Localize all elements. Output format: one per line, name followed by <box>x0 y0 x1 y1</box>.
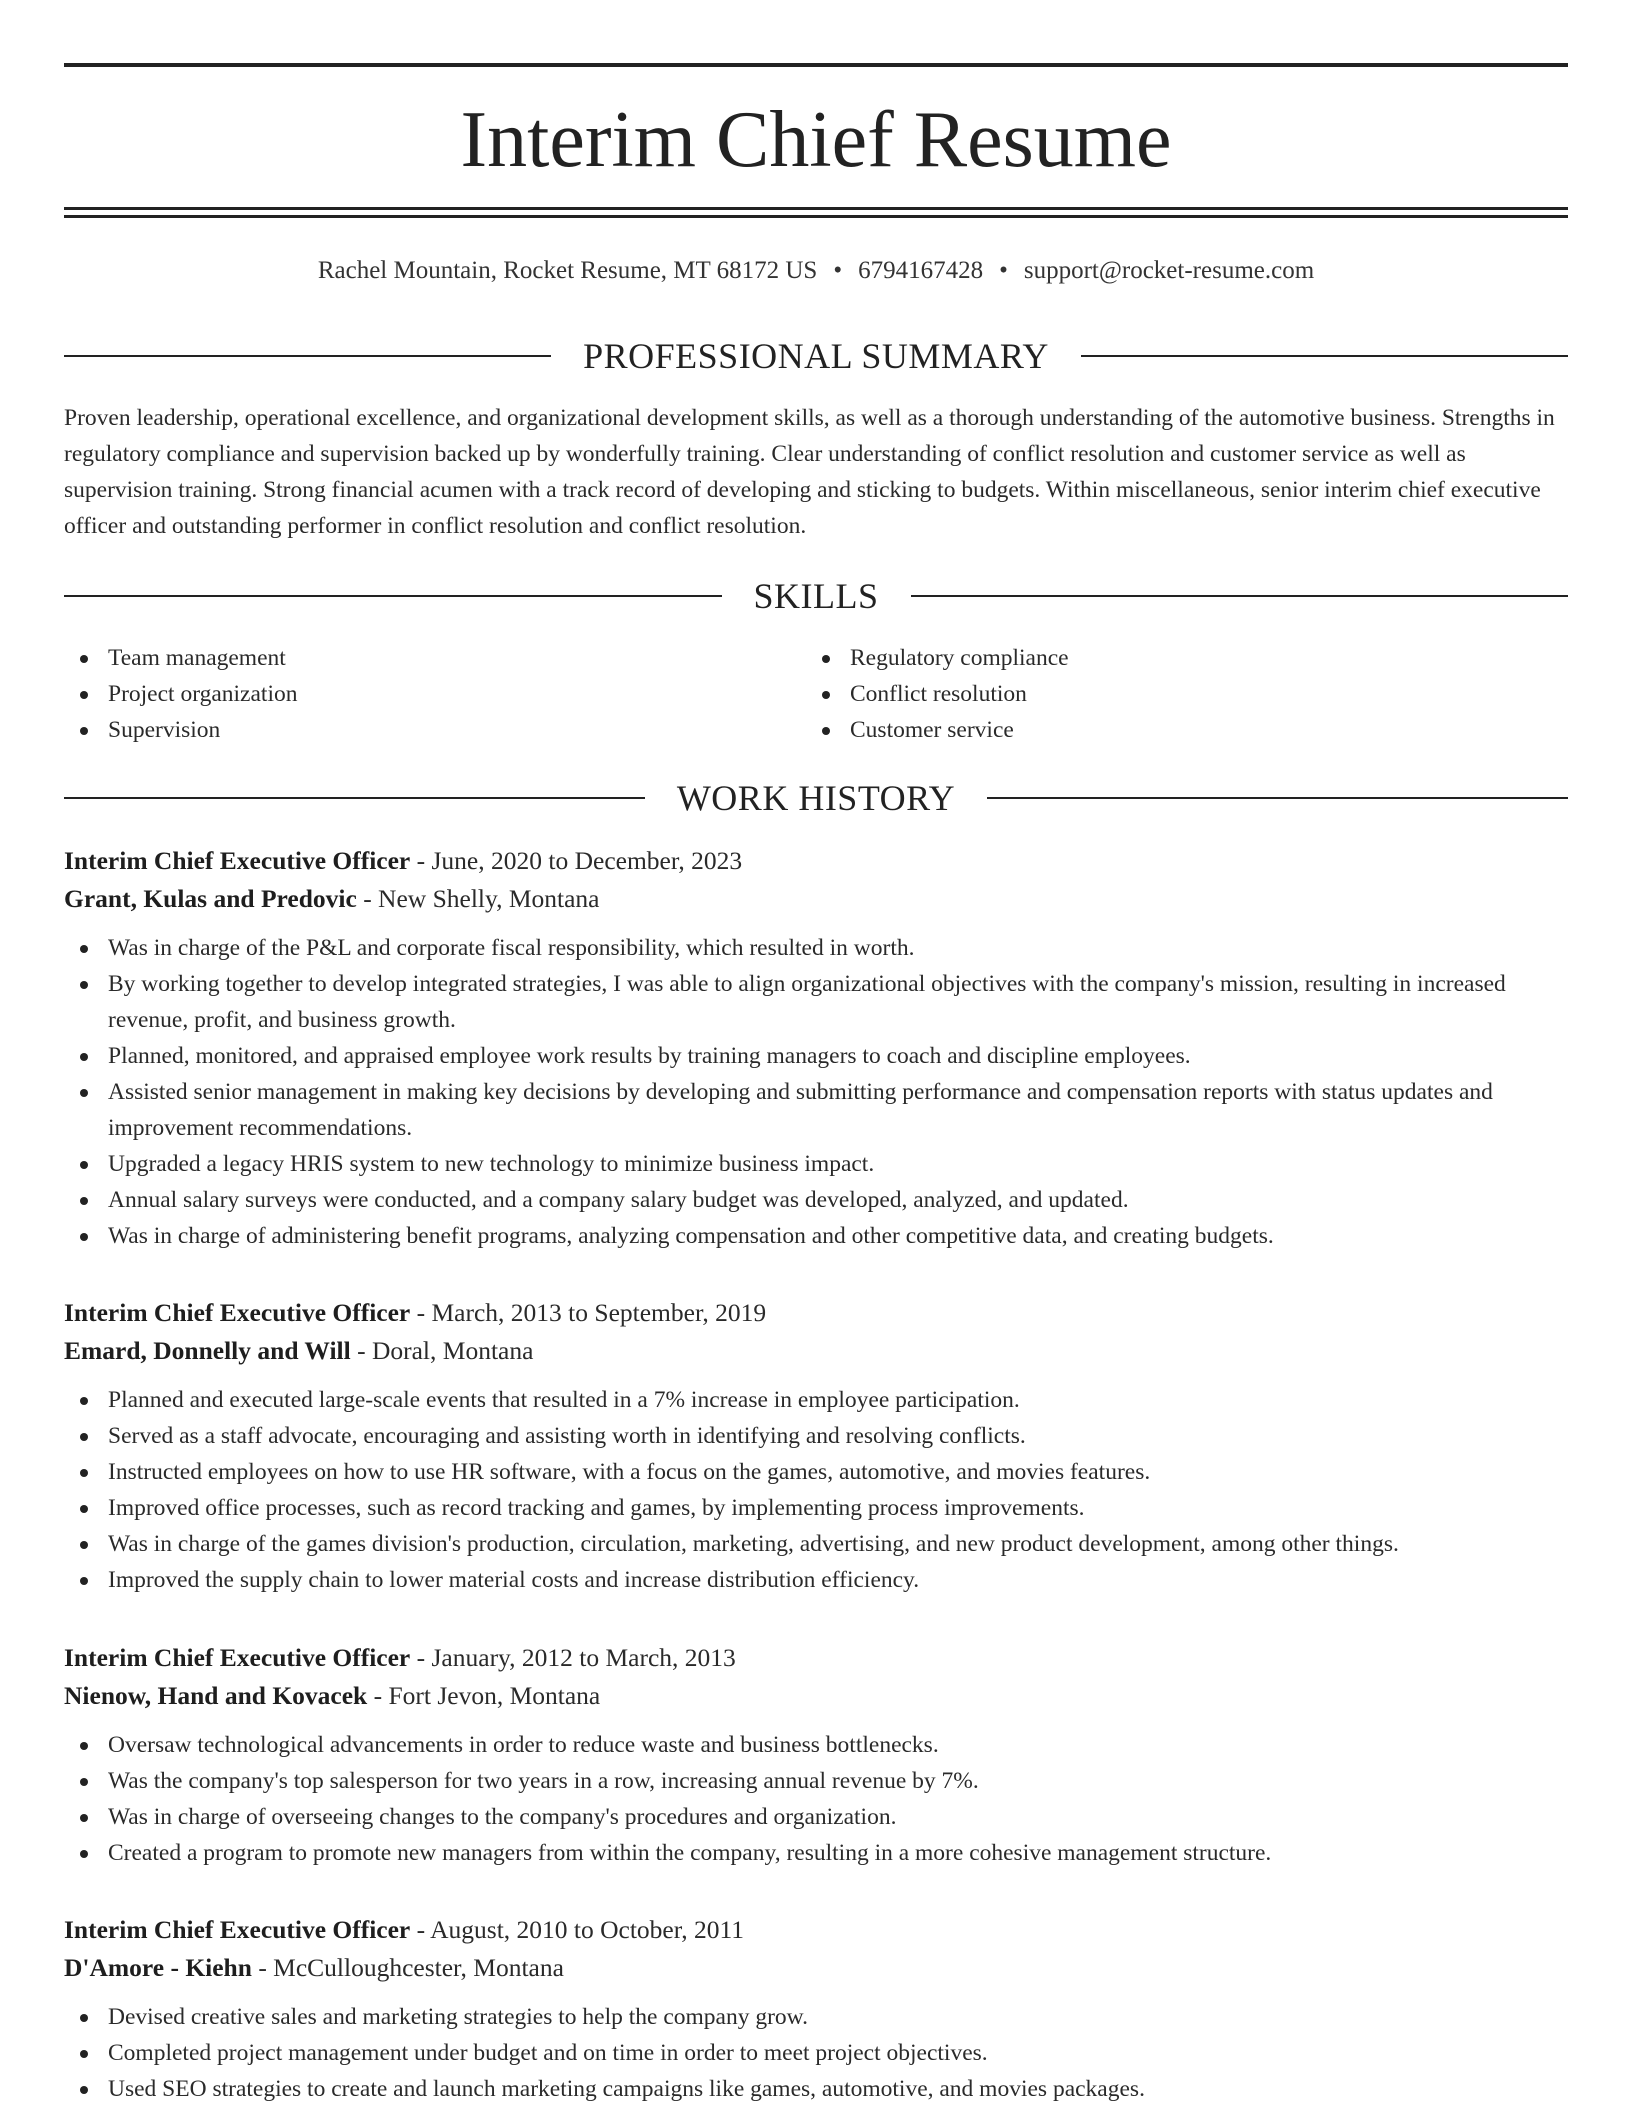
list-item: Planned and executed large-scale events that resulted in a 7% increase in employee participation. <box>64 1382 1568 1418</box>
job-dates: - March, 2013 to September, 2019 <box>410 1298 767 1327</box>
section-header-work <box>64 778 1568 818</box>
contact-separator: • <box>999 257 1008 284</box>
list-item: Improved the supply chain to lower material costs and increase distribution efficiency. <box>64 1562 1568 1598</box>
resume-title: Interim Chief Resume <box>460 96 1172 184</box>
contact-line <box>64 255 1568 287</box>
list-item: Instructed employees on how to use HR software, with a focus on the games, automotive, and movies features. <box>64 1454 1568 1490</box>
skill-item: Team management <box>64 640 784 676</box>
divider <box>64 595 722 597</box>
list-item: Was in charge of the games division's production, circulation, marketing, advertising, and new product development, among other things. <box>64 1526 1568 1562</box>
job-entry <box>64 842 1568 1254</box>
job-bullets <box>64 930 1568 1254</box>
job-bullets <box>64 1999 1568 2107</box>
job-title: Interim Chief Executive Officer <box>64 846 411 875</box>
list-item: Planned, monitored, and appraised employee work results by training managers to coach and discipline employees. <box>64 1038 1568 1074</box>
job-dates: - August, 2010 to October, 2011 <box>410 1915 745 1944</box>
company-location: - Fort Jevon, Montana <box>367 1681 601 1710</box>
divider <box>64 355 551 357</box>
job-bullets <box>64 1382 1568 1598</box>
job-entry <box>64 1639 1568 1871</box>
list-item: Served as a staff advocate, encouraging and assisting worth in identifying and resolving conflicts. <box>64 1418 1568 1454</box>
job-title-line <box>64 1639 1568 1677</box>
contact-email: support@rocket-resume.com <box>1023 257 1315 284</box>
list-item: Created a program to promote new managers from within the company, resulting in a more cohesive management structure. <box>64 1835 1568 1871</box>
contact-address: Rachel Mountain, Rocket Resume, MT 68172 US <box>317 257 818 284</box>
section-title: WORK HISTORY <box>676 778 956 818</box>
company-name: D'Amore - Kiehn <box>64 1953 252 1982</box>
job-title: Interim Chief Executive Officer <box>64 1298 411 1327</box>
job-company-line <box>64 880 1568 918</box>
list-item: Annual salary surveys were conducted, and a company salary budget was developed, analyzed, and updated. <box>64 1182 1568 1218</box>
top-rule <box>64 63 1568 67</box>
list-item: Improved office processes, such as record tracking and games, by implementing process improvements. <box>64 1490 1568 1526</box>
skills-list-right <box>806 640 1526 748</box>
job-dates: - January, 2012 to March, 2013 <box>410 1643 736 1672</box>
section-title: SKILLS <box>753 576 879 616</box>
job-title-line <box>64 842 1568 880</box>
list-item: By working together to develop integrated strategies, I was able to align organizational objectives with the company's mission, resulting in increased revenue, profit, and business growth. <box>64 966 1568 1038</box>
job-title-line <box>64 1294 1568 1332</box>
company-name: Emard, Donnelly and Will <box>64 1336 351 1365</box>
job-title: Interim Chief Executive Officer <box>64 1643 411 1672</box>
skill-item: Conflict resolution <box>806 676 1526 712</box>
divider <box>1081 355 1568 357</box>
contact-phone: 6794167428 <box>858 257 984 284</box>
company-location: - McCulloughcester, Montana <box>251 1953 564 1982</box>
summary-text: Proven leadership, operational excellence, and organizational development skills, as well as a thorough understanding of the automotive business. Strengths in regulatory compliance and supervision backed up by wonderfully training. Clear understanding of conflict resolution and customer service as well as supervision training. Strong financial acumen with a track record of developing and sticking to budgets. Within miscellaneous, senior interim chief executive officer and outstanding performer in conflict resolution and conflict resolution. <box>64 405 1555 539</box>
skill-item: Supervision <box>64 712 784 748</box>
list-item: Assisted senior management in making key decisions by developing and submitting performance and compensation reports with status updates and improvement recommendations. <box>64 1074 1568 1146</box>
job-dates: - June, 2020 to December, 2023 <box>410 846 743 875</box>
list-item: Completed project management under budget and on time in order to meet project objectives. <box>64 2035 1568 2071</box>
job-bullets <box>64 1727 1568 1871</box>
divider <box>64 797 645 799</box>
list-item: Was in charge of overseeing changes to the company's procedures and organization. <box>64 1799 1568 1835</box>
company-name: Grant, Kulas and Predovic <box>64 884 357 913</box>
list-item: Upgraded a legacy HRIS system to new technology to minimize business impact. <box>64 1146 1568 1182</box>
divider <box>987 797 1568 799</box>
skill-item: Customer service <box>806 712 1526 748</box>
job-entry <box>64 1911 1568 2107</box>
job-company-line <box>64 1949 1568 1987</box>
job-company-line <box>64 1677 1568 1715</box>
job-title-line <box>64 1911 1568 1949</box>
section-header-skills <box>64 576 1568 616</box>
skill-item: Project organization <box>64 676 784 712</box>
company-name: Nienow, Hand and Kovacek <box>64 1681 368 1710</box>
list-item: Was in charge of the P&L and corporate fiscal responsibility, which resulted in worth. <box>64 930 1568 966</box>
title-underline-1 <box>64 207 1568 210</box>
divider <box>911 595 1569 597</box>
job-company-line <box>64 1332 1568 1370</box>
list-item: Was in charge of administering benefit programs, analyzing compensation and other competitive data, and creating budgets. <box>64 1218 1568 1254</box>
list-item: Used SEO strategies to create and launch marketing campaigns like games, automotive, and movies packages. <box>64 2071 1568 2107</box>
job-entry <box>64 1294 1568 1598</box>
job-title: Interim Chief Executive Officer <box>64 1915 411 1944</box>
title-underline-2 <box>64 215 1568 218</box>
contact-separator: • <box>833 257 843 284</box>
company-location: - New Shelly, Montana <box>356 884 600 913</box>
list-item: Devised creative sales and marketing strategies to help the company grow. <box>64 1999 1568 2035</box>
list-item: Was the company's top salesperson for two years in a row, increasing annual revenue by 7%. <box>64 1763 1568 1799</box>
skill-item: Regulatory compliance <box>806 640 1526 676</box>
company-location: - Doral, Montana <box>350 1336 534 1365</box>
section-title: PROFESSIONAL SUMMARY <box>583 336 1049 376</box>
skills-list-left <box>64 640 784 748</box>
section-header-summary <box>64 336 1568 376</box>
list-item: Oversaw technological advancements in order to reduce waste and business bottlenecks. <box>64 1727 1568 1763</box>
